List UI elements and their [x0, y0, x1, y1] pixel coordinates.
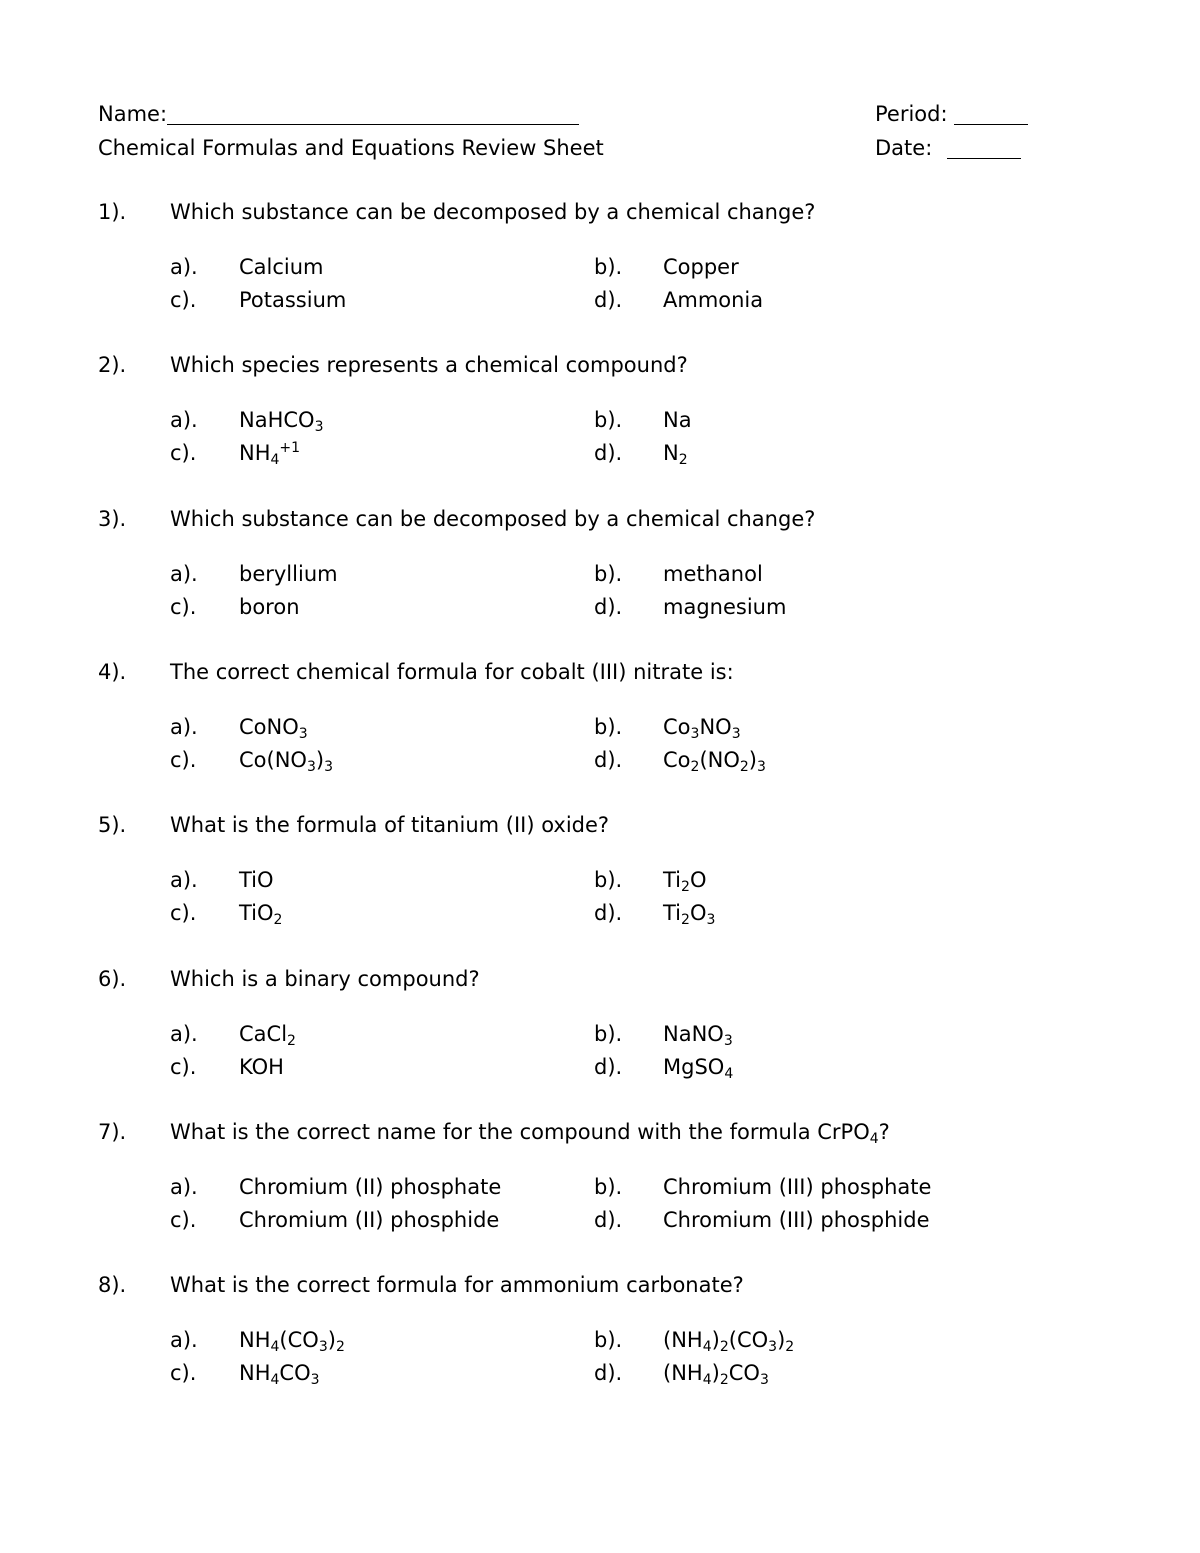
text-segment: NH — [239, 1361, 271, 1386]
option-value — [663, 595, 786, 619]
option-value — [663, 1054, 734, 1082]
option-value — [663, 288, 763, 312]
option-letter: c). — [170, 901, 197, 926]
question-text: What is the formula of titanium (II) oxide? — [170, 813, 610, 838]
option-letter: a). — [170, 1021, 198, 1046]
text-segment: Ti — [663, 868, 682, 893]
text-segment: magnesium — [663, 594, 787, 619]
option-letter: d). — [594, 441, 623, 466]
subscript: 4 — [270, 452, 280, 469]
subscript: 2 — [739, 758, 749, 775]
option-letter: b). — [594, 561, 623, 586]
subscript: 2 — [719, 1339, 729, 1356]
option-value — [663, 1361, 769, 1389]
text-segment: Na — [663, 408, 692, 433]
option-letter: c). — [170, 1054, 197, 1079]
option-letter: c). — [170, 441, 197, 466]
text-segment: CaCl — [239, 1021, 288, 1046]
text-segment: Chromium (II) phosphate — [239, 1174, 502, 1199]
subscript: 2 — [690, 758, 700, 775]
header-row-2 — [98, 136, 1038, 166]
date-line — [875, 136, 1021, 160]
name-field[interactable] — [167, 102, 579, 125]
subscript: 3 — [310, 1372, 320, 1389]
option-letter: c). — [170, 288, 197, 312]
text-segment: Ti — [663, 901, 682, 926]
option-letter: a). — [170, 255, 198, 279]
option-value — [663, 1021, 733, 1049]
option-value — [239, 1208, 499, 1232]
option-letter: c). — [170, 594, 197, 619]
subscript: 3 — [723, 1032, 733, 1049]
text-segment: O — [689, 901, 707, 926]
option-value — [239, 562, 338, 586]
option-value — [663, 747, 766, 775]
option-value — [239, 288, 346, 312]
option-value — [663, 1208, 930, 1232]
option-letter: d). — [594, 288, 623, 312]
question-number: 4). — [98, 659, 127, 684]
question-number: 3). — [98, 506, 127, 531]
date-field[interactable] — [947, 136, 1021, 159]
option-value — [239, 595, 300, 619]
text-segment: Chromium (II) phosphide — [239, 1207, 500, 1232]
question-number: 7). — [98, 1119, 127, 1144]
option-letter: b). — [594, 255, 623, 279]
option-value — [239, 1328, 345, 1356]
option-letter: b). — [594, 1174, 623, 1199]
subscript: 2 — [681, 912, 690, 929]
question-text: The correct chemical formula for cobalt (III) nitrate is: — [170, 659, 734, 684]
question-number: 5). — [98, 813, 127, 838]
text-segment: O — [689, 868, 707, 893]
question-number: 1). — [98, 200, 127, 224]
period-label: Period: — [875, 102, 948, 126]
text-segment: Chromium (III) phosphide — [663, 1207, 930, 1232]
period-line — [875, 102, 1028, 126]
question-number: 2). — [98, 353, 127, 378]
text-segment: methanol — [663, 561, 763, 586]
option-letter: d). — [594, 1054, 623, 1079]
question-text: What is the correct formula for ammonium carbonate? — [170, 1273, 744, 1298]
subscript: 2 — [785, 1339, 795, 1356]
text-segment: NH — [239, 441, 271, 466]
text-segment: TiO — [239, 901, 274, 926]
subscript: 4 — [702, 1372, 712, 1389]
text-segment: NH — [239, 1328, 271, 1353]
subscript: 2 — [287, 1032, 296, 1049]
text-segment: ) — [711, 1328, 720, 1353]
text-segment: TiO — [239, 868, 274, 893]
text-segment: ) — [748, 747, 757, 772]
subscript: 2 — [719, 1372, 729, 1389]
option-letter: b). — [594, 868, 623, 893]
option-letter: d). — [594, 594, 623, 619]
subscript: 3 — [757, 758, 766, 775]
text-segment: NaNO — [663, 1021, 724, 1046]
text-segment: MgSO — [663, 1054, 725, 1079]
option-letter: a). — [170, 1328, 198, 1353]
subscript: 3 — [314, 419, 324, 436]
option-letter: b). — [594, 408, 623, 433]
subscript: 2 — [335, 1339, 345, 1356]
option-value — [239, 714, 308, 742]
text-segment: KOH — [239, 1054, 284, 1079]
option-letter: c). — [170, 1361, 197, 1386]
text-segment: (NO — [699, 747, 740, 772]
option-value — [239, 747, 333, 775]
question-text — [170, 1119, 890, 1147]
option-letter: d). — [594, 901, 623, 926]
question-text: Which substance can be decomposed by a chemical change? — [170, 200, 816, 224]
text-segment: Co — [663, 747, 691, 772]
text-segment: Calcium — [239, 255, 324, 279]
text-segment: boron — [239, 594, 300, 619]
question-number: 6). — [98, 966, 127, 991]
option-value — [663, 441, 688, 469]
subscript: 4 — [270, 1339, 280, 1356]
question-text: Which is a binary compound? — [170, 966, 480, 991]
text-segment: Copper — [663, 255, 739, 279]
subscript: 2 — [681, 879, 690, 896]
text-segment: ? — [878, 1119, 890, 1144]
subscript: 3 — [298, 725, 308, 742]
subscript: 3 — [759, 1372, 769, 1389]
subscript: 3 — [306, 758, 316, 775]
text-segment: Potassium — [239, 288, 347, 312]
text-segment: Ammonia — [663, 288, 764, 312]
subscript: 3 — [731, 725, 741, 742]
text-segment: CO — [279, 1361, 311, 1386]
text-segment: CO — [728, 1361, 760, 1386]
text-segment: ) — [327, 1328, 336, 1353]
option-value — [239, 901, 283, 929]
option-value — [239, 440, 301, 469]
text-segment: What is the correct name for the compound with the formula CrPO — [170, 1119, 870, 1144]
text-segment: (CO — [279, 1328, 319, 1353]
text-segment: N — [663, 441, 679, 466]
text-segment: CoNO — [239, 714, 299, 739]
option-letter: b). — [594, 714, 623, 739]
option-value — [239, 1055, 284, 1079]
option-value — [663, 714, 741, 742]
option-letter: a). — [170, 561, 198, 586]
option-value — [663, 562, 763, 586]
option-letter: a). — [170, 714, 198, 739]
superscript: +1 — [279, 440, 301, 457]
option-letter: d). — [594, 1361, 623, 1386]
option-value — [239, 868, 274, 892]
option-value — [239, 1175, 501, 1199]
subscript: 3 — [324, 758, 333, 775]
date-label: Date: — [875, 136, 933, 160]
option-letter: d). — [594, 1207, 623, 1232]
subscript: 3 — [768, 1339, 778, 1356]
text-segment: (CO — [728, 1328, 769, 1353]
subscript: 2 — [678, 452, 688, 469]
option-value — [663, 868, 707, 896]
question-text: Which species represents a chemical compound? — [170, 353, 688, 378]
subscript: 3 — [706, 912, 716, 929]
option-value — [239, 255, 324, 279]
text-segment: ) — [711, 1361, 720, 1386]
option-letter: c). — [170, 1207, 197, 1232]
option-letter: d). — [594, 747, 623, 772]
text-segment: (NH — [663, 1361, 703, 1386]
option-value — [239, 1361, 320, 1389]
period-field[interactable] — [954, 102, 1028, 125]
sheet-title: Chemical Formulas and Equations Review Sheet — [98, 136, 604, 160]
text-segment: beryllium — [239, 561, 338, 586]
subscript: 3 — [318, 1339, 328, 1356]
header-row-1 — [98, 102, 1038, 132]
text-segment: ) — [777, 1328, 786, 1353]
text-segment: Co(NO — [239, 747, 307, 772]
option-value — [663, 1328, 795, 1356]
subscript: 4 — [270, 1372, 280, 1389]
text-segment: ) — [315, 747, 325, 772]
text-segment: Co — [663, 714, 691, 739]
name-label: Name: — [98, 102, 168, 126]
subscript: 3 — [690, 725, 700, 742]
option-letter: b). — [594, 1021, 623, 1046]
option-value — [663, 255, 739, 279]
text-segment: NaHCO — [239, 408, 315, 433]
option-value — [663, 408, 692, 432]
subscript: 4 — [724, 1065, 734, 1082]
question-number: 8). — [98, 1273, 127, 1298]
option-letter: a). — [170, 408, 198, 433]
text-segment: Chromium (III) phosphate — [663, 1174, 932, 1199]
option-value — [663, 1175, 931, 1199]
option-value — [239, 408, 324, 436]
text-segment: (NH — [663, 1328, 703, 1353]
option-letter: a). — [170, 868, 198, 893]
subscript: 4 — [869, 1130, 879, 1147]
option-value — [663, 901, 716, 929]
name-line — [98, 102, 579, 126]
option-letter: b). — [594, 1328, 623, 1353]
subscript: 2 — [273, 912, 283, 929]
question-text: Which substance can be decomposed by a chemical change? — [170, 506, 816, 531]
option-value — [239, 1021, 296, 1049]
subscript: 4 — [702, 1339, 712, 1356]
option-letter: c). — [170, 747, 197, 772]
text-segment: NO — [699, 714, 732, 739]
option-letter: a). — [170, 1174, 198, 1199]
